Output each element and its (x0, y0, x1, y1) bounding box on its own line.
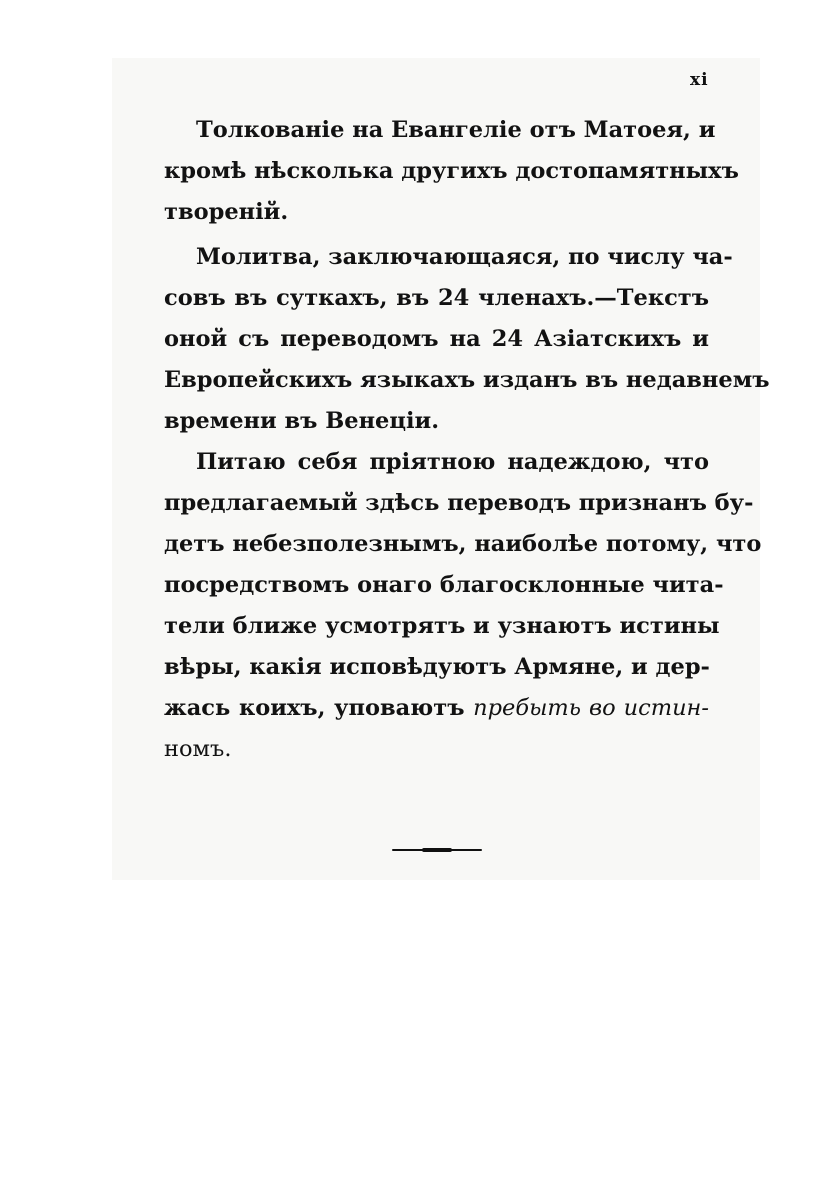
text-line: Толкованіе на Евангеліе отъ Матоея, и (196, 117, 716, 143)
text-line: предлагаемый здѣсь переводъ признанъ бу- (164, 490, 754, 516)
text-line: номъ. (164, 736, 232, 762)
text-line: твореній. (164, 199, 289, 225)
text-line (164, 688, 709, 729)
text-line: Молитва, заключающаяся, по числу ча- (196, 244, 733, 270)
page-number: xi (690, 70, 709, 90)
text-fragment: жась коихъ, уповаютъ (164, 695, 465, 721)
text-line: оной съ переводомъ на 24 Азіатскихъ и (164, 326, 709, 352)
text-line: вѣры, какія исповѣдуютъ Армяне, и дер- (164, 654, 710, 680)
text-line: кромѣ нѣсколька другихъ достопамятныхъ (164, 158, 739, 184)
text-line: тели ближе усмотрятъ и узнаютъ истины (164, 613, 720, 639)
paragraph-2 (164, 237, 770, 442)
text-line: посредствомъ онаго благосклонные чита- (164, 572, 724, 598)
paragraph-3 (164, 442, 762, 770)
text-line: совъ въ суткахъ, въ 24 членахъ.—Текстъ (164, 285, 709, 311)
text-line: Питаю себя пріятною надеждою, что (196, 449, 709, 475)
text-line: времени въ Венеціи. (164, 408, 440, 434)
text-line: детъ небезполезнымъ, наиболѣе потому, что (164, 531, 762, 557)
decorative-rule (392, 849, 482, 851)
italic-phrase: пребыть во истин- (473, 695, 709, 721)
text-line: Европейскихъ языкахъ изданъ въ недавнемъ (164, 367, 770, 393)
paragraph-1 (164, 110, 739, 233)
